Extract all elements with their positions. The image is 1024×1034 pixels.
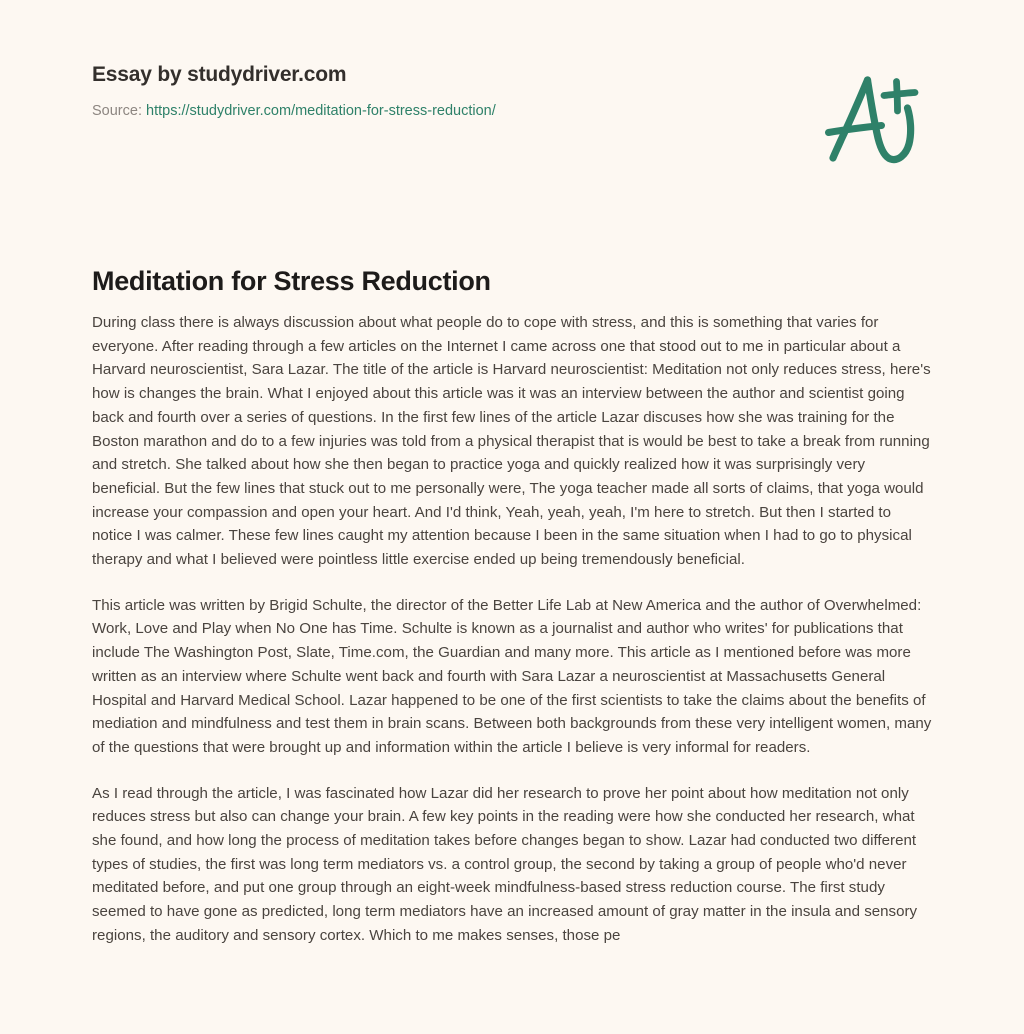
paragraph: As I read through the article, I was fascinated how Lazar did her research to prove her point about how meditation not only reduces stress but also can change your brain. A few key points in the reading were how she conducted her research, what she found, and how long the process of meditation takes before changes began to show. Lazar had conducted two different types of studies, the first was long term mediators vs. a control group, the second by taking a group of people who'd never meditated before, and put one group through an eight-week mindfulness-based stress reduction course. The first study seemed to have gone as predicted, long term mediators have an increased amount of gray matter in the insula and sensory regions, the auditory and sensory cortex. Which to me makes senses, those pe bbox=[92, 784, 918, 944]
source-line bbox=[92, 102, 932, 121]
source-url-link[interactable]: https://studydriver.com/meditation-for-stress-reduction/ bbox=[146, 103, 496, 120]
essay-body bbox=[92, 311, 934, 948]
paragraph: This article was written by Brigid Schulte, the director of the Better Life Lab at New America and the author of Overwhelmed: Work, Love and Play when No One has Time. Schulte is known as a journalist and author who writes' for publications that include The Washington Post, Slate, Time.com, the Guardian and many more. This article as I mentioned before was more written as an interview where Schulte went back and fourth with Sara Lazar a neuroscientist at Massachusetts General Hospital and Harvard Medical School. Lazar happened to be one of the first scientists to take the claims about the benefits of mediation and mindfulness and test them in brain scans. Between both backgrounds from these very intelligent women, many of the questions that were brought up and information within the article I believe is very informal for readers. bbox=[92, 596, 932, 756]
source-label: Source: bbox=[92, 103, 142, 120]
paragraph: During class there is always discussion about what people do to cope with stress, and this is something that varies for everyone. After reading through a few articles on the Internet I came across one that stood out to me in particular about a Harvard neuroscientist, Sara Lazar. The title of the article is Harvard neuroscientist: Meditation not only reduces stress, here's how is changes the brain. What I enjoyed about this article was it was an interview between the author and scientist going back and fourth over a series of questions. In the first few lines of the article Lazar discuses how she was training for the Boston marathon and do to a few injuries was told from a physical therapist that is would be best to take a break from running and stretch. She talked about how she then began to practice yoga and quickly realized how it was surprisingly very beneficial. But the few lines that stuck out to me personally were, The yoga teacher made all sorts of claims, that yoga would increase your compassion and open your heart. And I'd think, Yeah, yeah, yeah, I'm here to stretch. But then I started to notice I was calmer. These few lines caught my attention because I been in the same situation when I had to go to physical therapy and what I believed were pointless little exercise ended up being tremendously beneficial. bbox=[92, 314, 931, 569]
brand-heading: Essay by studydriver.com bbox=[92, 63, 347, 86]
page-title: Meditation for Stress Reduction bbox=[92, 266, 491, 297]
a-plus-logo-icon bbox=[812, 66, 932, 170]
page-header bbox=[92, 62, 932, 121]
